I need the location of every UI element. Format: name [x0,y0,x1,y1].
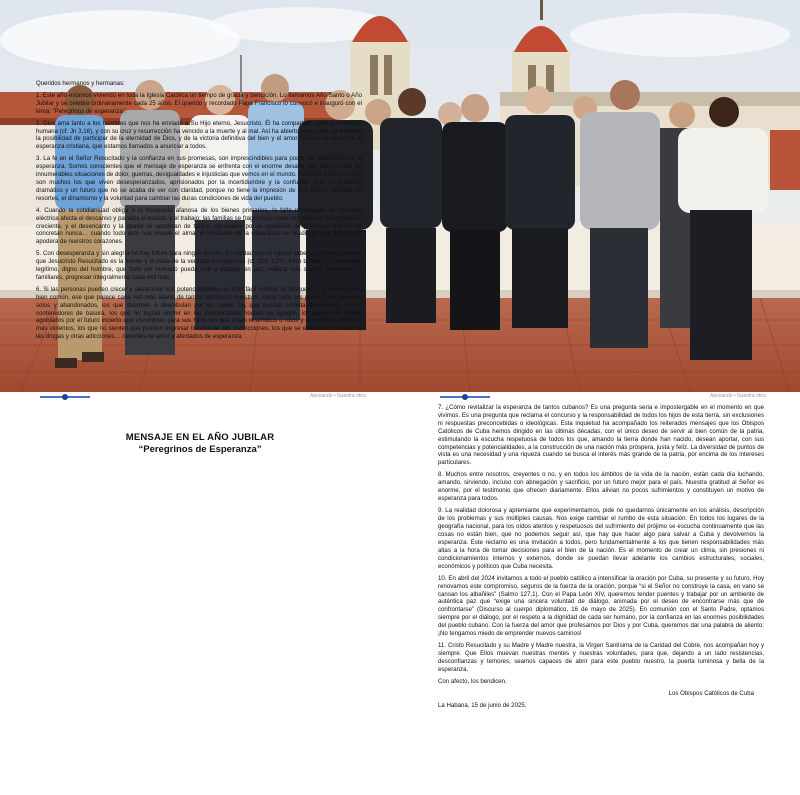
page-header-right [440,393,780,402]
paragraph-4: 4. Cuando la cotidianidad obliga a la búsqueda afanosa de los bienes primarios, la falta prolongada de corriente eléctrica afecta el descanso y paraliza el estudio y el trabajo; las familias se fragmentan cada vez más por la emigración creciente, y el desencanto y la apatía se apoderan de tantos, agobiados por la repetición de promesas que no se concretan nunca… cuando todo esto nos invade el alma, el horizonte de la esperanza se desdibuja y la tristeza se apodera de nuestros corazones. [36,206,362,246]
paragraph-6: 6. Si las personas pueden crecer y desarrollar sus potencialidades, es más fácil motivar la búsqueda y el esfuerzo del bien común, ese que parece cada vez más lejano de tantos hermanos nuestros, sobre todo, los pobres, los ancianos solos y abandonados, los que duermen o deambulan por las calles, los que buscan comida diariamente en los contenedores de basura, los que no logran dormir en las interminables noches de apagón, los padres de familia agobiados por el futuro incierto que vislumbran para sus hijos, los que están resentidos o rotos y se vuelven cada vez más violentos, los que no sienten que pueden expresar libremente sus convicciones, los que se enrolan en el alcohol, las drogas y otras adicciones… carentes de amor y afectados de esperanza. [36,285,362,341]
paragraph-1: 1. Este año estamos viviendo en toda la Iglesia Católica un tiempo de gracia y bendición. Lo llamamos Año Santo o Año Jubilar y se celebra ordinariamente cada 25 años. El querido y recordado Papa Francisco lo convocó e inauguró con el lema: “Peregrinos de esperanza”. [36,91,362,115]
place-date: La Habana, 15 de junio de 2025. [438,702,527,710]
paragraph-10: 10. En abril del 2024 invitamos a todo el pueblo católico a intensificar la oración por Cuba, su presente y su futuro. Hoy renovamos este compromiso, seguros de la fuerza de la oración, porque “si el Señor no construye la casa, en vano se cansan los albañiles” (Salmo 127,1). Con el Papa León XIV, queremos tender puentes y trabajar por un ambiente de auténtica paz que “exige una sincera voluntad de diálogo, animada por el deseo de encontrarse más que de confrontarse” (Discurso al cuerpo diplomático, 16 de mayo de 2025). En comunión con el Santo Padre, optamos siempre por el diálogo, por el respeto a la dignidad de cada ser humano, por la confianza en las enormes posibilidades del pueblo cubano. Con la fuerza del amor que profesamos por Dios y por Cuba, queremos dar una palabra de aliento: ¡No tengamos miedo de emprender nuevos caminos! [438,574,764,638]
header-faint-text: Apoyando • Nuestra obra [710,393,766,399]
document-body-left [36,80,362,345]
header-faint-text: Apoyando • Nuestra obra [310,393,366,399]
document-page-left [0,392,400,795]
logo-icon [462,394,468,400]
paragraph-11: 11. Cristo Resucitado y su Madre y Madre nuestra, la Virgen Santísima de la Caridad del Cobre, nos acompañan hoy y siempre. Que Ellos muevan nuestras mentes y nuestras voluntades, para que, dejando a un lado resistencias, desconfianzas y temores, seamos capaces de abrir para este pueblo nuestro, la puerta luminosa y bella de la esperanza. [438,642,764,673]
document-body-right [438,404,764,714]
paragraph-5: 5. Con desesperanza y sin alegría no hay futuro para ningún pueblo. Es verdad que la Iglesia sabe y proclama siempre que Jesucristo Resucitado es la fuente y la meta de la verdadera esperanza (cf. Col. 1,27). Pero también es deseable, legítimo, digno del hombre, que todo ser humano pueda vivir y trabajar en paz, realizar sus sueños personales y familiares, progresar integralmente cada vez más. [36,250,362,281]
paragraph-2: 2. Dios ama tanto a los hombres que nos ha enviado a Su Hijo eterno, Jesucristo. Él ha compartido nuestra condición humana (cf. Jn 3,16), y con su cruz y resurrección ha vencido a la muerte y al mal. Así ha abierto para cada ser humano la posibilidad de participar de la eternidad de Dios, y de la victoria definitiva del bien y el amor. Esta es la razón de la esperanza cristiana, que estamos llamados a anunciar a todos. [36,119,362,151]
page-header-left [40,393,380,402]
paragraph-8: 8. Muchos entre nosotros, creyentes o no, y en todos los ámbitos de la vida de la nación, están cada día luchando, amando, sirviendo, incluso con abnegación y sacrificio, por un futuro mejor para el país. Nuestra gratitud al Señor es enorme, por el testimonio que ofrecen diariamente. Ellos alivian no pocos sufrimientos y constituyen un motivo de esperanza para todos. [438,471,764,503]
document-title: MENSAJE EN EL AÑO JUBILAR [125,432,275,443]
document-subtitle: “Peregrinos de Esperanza” [138,444,262,455]
signature: Los Obispos Católicos de Cuba [668,690,754,698]
closing: Con afecto, los bendicen. [438,677,507,685]
salutation: Queridos hermanos y hermanas: [36,80,125,87]
paragraph-7: 7. ¿Cómo revitalizar la esperanza de tantos cubanos? Es una pregunta seria e impostergable en el momento en que vivimos. Es una pregunta que reclama el concurso y la responsabilidad de todos los hijos de esta tierra, sin exclusiones ni respuestas preconcebidas o ideológicas. Esta inquietud ha acompañado los reiterados mensajes que los Obispos Católicos de Cuba hemos dirigido en las últimas décadas, con el único deseo de servir al bien común de la patria, estimulando la escucha respetuosa de todos los que, amando la tierra donde han nacido, desean aportar, con sus competencias y potencialidades, a la construcción de una nación más próspera, justa y feliz. La diversidad de puntos de vista es una necesidad y una riqueza cuando se busca el interés más grande de la patria, por encima de los intereses particulares. [438,404,764,467]
paragraph-9: 9. La realidad dolorosa y apremiante que experimentamos, pide no quedarnos únicamente en los análisis, descripción de los problemas y sus múltiples causas. Nos exige cambiar el rumbo de esta situación. En todos los lugares de la geografía nacional, para los oídos atentos y respetuosos del sufrimiento del prójimo se escucha continuamente que las cosas no están bien, que no podemos seguir así, que hay que hacer algo para salvar a Cuba y devolvernos la esperanza. Este reclamo es una invitación a todos, pero fundamentalmente a los que tienen responsabilidades más altas a la hora de tomar decisiones para el bien de la nación. Es el momento de crear un clima, sin presiones ni condicionamientos internos y externos, donde se puedan llevar adelante los cambios estructurales, sociales, económicos y políticos que Cuba necesita. [438,507,764,570]
paragraph-3: 3. La fe en el Señor Resucitado y la confianza en sus promesas, son imprescindibles para poder dar testimonio de la esperanza. Somos conscientes que el mensaje de esperanza se enfrenta con el enorme desafío que representan las innumerables situaciones de dolor, guerras, desigualdades e injusticias que vemos en el mundo. También entre nosotros son muchos los que viven desesperanzados, aprisionados por la incertidumbre y la confusión ante un presente dramático y un futuro que no se acaba de ver con claridad, porque no tiene la impresión de que hemos perdido los resortes, el dinamismo y la voluntad para cambiar las duras condiciones de vida del pueblo. [36,155,362,202]
logo-icon [62,394,68,400]
